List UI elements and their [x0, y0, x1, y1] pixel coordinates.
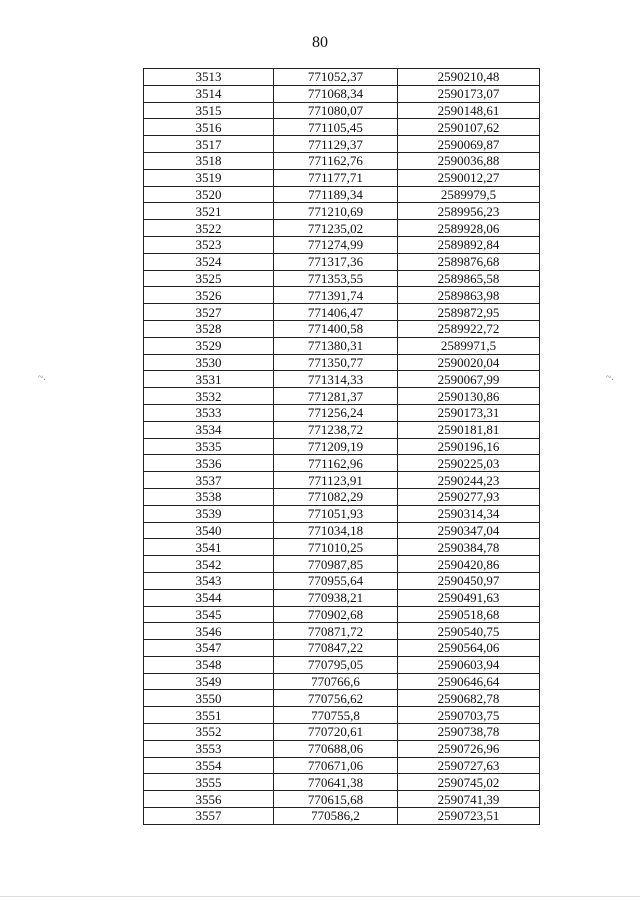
point-number-cell: 3534	[144, 421, 274, 438]
point-number-cell: 3531	[144, 371, 274, 388]
y-coordinate-cell: 2590225,03	[398, 455, 540, 472]
table-row	[144, 640, 540, 657]
y-coordinate-cell: 2590727,63	[398, 757, 540, 774]
x-coordinate-cell: 771400,58	[274, 320, 398, 337]
table-row	[144, 522, 540, 539]
point-number-cell: 3546	[144, 623, 274, 640]
x-coordinate-cell: 771210,69	[274, 203, 398, 220]
point-number-cell: 3555	[144, 774, 274, 791]
x-coordinate-cell: 771080,07	[274, 102, 398, 119]
y-coordinate-cell: 2589971,5	[398, 337, 540, 354]
table-row	[144, 85, 540, 102]
x-coordinate-cell: 770615,68	[274, 791, 398, 808]
table-row	[144, 220, 540, 237]
point-number-cell: 3524	[144, 253, 274, 270]
y-coordinate-cell: 2590173,31	[398, 404, 540, 421]
point-number-cell: 3521	[144, 203, 274, 220]
point-number-cell: 3547	[144, 640, 274, 657]
point-number-cell: 3541	[144, 539, 274, 556]
table-row	[144, 472, 540, 489]
point-number-cell: 3527	[144, 304, 274, 321]
y-coordinate-cell: 2590347,04	[398, 522, 540, 539]
point-number-cell: 3549	[144, 673, 274, 690]
table-row	[144, 740, 540, 757]
x-coordinate-cell: 771082,29	[274, 488, 398, 505]
y-coordinate-cell: 2590107,62	[398, 119, 540, 136]
x-coordinate-cell: 770987,85	[274, 556, 398, 573]
y-coordinate-cell: 2589956,23	[398, 203, 540, 220]
table-row	[144, 354, 540, 371]
page-number: 80	[312, 34, 328, 51]
y-coordinate-cell: 2590384,78	[398, 539, 540, 556]
table-row	[144, 136, 540, 153]
y-coordinate-cell: 2590244,23	[398, 472, 540, 489]
table-row	[144, 438, 540, 455]
table-row	[144, 724, 540, 741]
point-number-cell: 3528	[144, 320, 274, 337]
x-coordinate-cell: 771281,37	[274, 388, 398, 405]
y-coordinate-cell: 2589922,72	[398, 320, 540, 337]
x-coordinate-cell: 771209,19	[274, 438, 398, 455]
table-row	[144, 287, 540, 304]
x-coordinate-cell: 771010,25	[274, 539, 398, 556]
x-coordinate-cell: 770938,21	[274, 589, 398, 606]
x-coordinate-cell: 770641,38	[274, 774, 398, 791]
table-row	[144, 203, 540, 220]
x-coordinate-cell: 770688,06	[274, 740, 398, 757]
table-row	[144, 589, 540, 606]
x-coordinate-cell: 771123,91	[274, 472, 398, 489]
coordinates-table-body	[144, 69, 540, 825]
x-coordinate-cell: 770955,64	[274, 572, 398, 589]
x-coordinate-cell: 771256,24	[274, 404, 398, 421]
x-coordinate-cell: 771353,55	[274, 270, 398, 287]
point-number-cell: 3543	[144, 572, 274, 589]
point-number-cell: 3533	[144, 404, 274, 421]
x-coordinate-cell: 770671,06	[274, 757, 398, 774]
point-number-cell: 3551	[144, 707, 274, 724]
point-number-cell: 3557	[144, 808, 274, 825]
point-number-cell: 3529	[144, 337, 274, 354]
x-coordinate-cell: 771051,93	[274, 505, 398, 522]
x-coordinate-cell: 770586,2	[274, 808, 398, 825]
point-number-cell: 3536	[144, 455, 274, 472]
y-coordinate-cell: 2589928,06	[398, 220, 540, 237]
y-coordinate-cell: 2590020,04	[398, 354, 540, 371]
y-coordinate-cell: 2590069,87	[398, 136, 540, 153]
table-row	[144, 304, 540, 321]
point-number-cell: 3525	[144, 270, 274, 287]
y-coordinate-cell: 2590603,94	[398, 656, 540, 673]
x-coordinate-cell: 771317,36	[274, 253, 398, 270]
x-coordinate-cell: 771391,74	[274, 287, 398, 304]
point-number-cell: 3516	[144, 119, 274, 136]
point-number-cell: 3517	[144, 136, 274, 153]
table-row	[144, 69, 540, 86]
x-coordinate-cell: 771380,31	[274, 337, 398, 354]
point-number-cell: 3545	[144, 606, 274, 623]
y-coordinate-cell: 2590012,27	[398, 169, 540, 186]
y-coordinate-cell: 2590646,64	[398, 673, 540, 690]
point-number-cell: 3515	[144, 102, 274, 119]
table-row	[144, 270, 540, 287]
y-coordinate-cell: 2590450,97	[398, 572, 540, 589]
point-number-cell: 3556	[144, 791, 274, 808]
table-row	[144, 488, 540, 505]
x-coordinate-cell: 771238,72	[274, 421, 398, 438]
y-coordinate-cell: 2590564,06	[398, 640, 540, 657]
margin-mark-right: ~.	[606, 372, 614, 383]
point-number-cell: 3526	[144, 287, 274, 304]
point-number-cell: 3548	[144, 656, 274, 673]
x-coordinate-cell: 771189,34	[274, 186, 398, 203]
point-number-cell: 3552	[144, 724, 274, 741]
y-coordinate-cell: 2590173,07	[398, 85, 540, 102]
x-coordinate-cell: 771235,02	[274, 220, 398, 237]
margin-mark-left: ~.	[38, 372, 46, 383]
y-coordinate-cell: 2590130,86	[398, 388, 540, 405]
y-coordinate-cell: 2590726,96	[398, 740, 540, 757]
table-row	[144, 539, 540, 556]
table-row	[144, 774, 540, 791]
point-number-cell: 3539	[144, 505, 274, 522]
y-coordinate-cell: 2590738,78	[398, 724, 540, 741]
x-coordinate-cell: 770720,61	[274, 724, 398, 741]
point-number-cell: 3518	[144, 152, 274, 169]
y-coordinate-cell: 2590420,86	[398, 556, 540, 573]
table-row	[144, 371, 540, 388]
coordinates-table	[143, 68, 540, 825]
x-coordinate-cell: 771129,37	[274, 136, 398, 153]
y-coordinate-cell: 2589865,58	[398, 270, 540, 287]
point-number-cell: 3540	[144, 522, 274, 539]
point-number-cell: 3535	[144, 438, 274, 455]
table-row	[144, 505, 540, 522]
point-number-cell: 3530	[144, 354, 274, 371]
point-number-cell: 3553	[144, 740, 274, 757]
point-number-cell: 3514	[144, 85, 274, 102]
y-coordinate-cell: 2590196,16	[398, 438, 540, 455]
x-coordinate-cell: 770902,68	[274, 606, 398, 623]
y-coordinate-cell: 2590491,63	[398, 589, 540, 606]
table-row	[144, 186, 540, 203]
y-coordinate-cell: 2590518,68	[398, 606, 540, 623]
table-row	[144, 169, 540, 186]
x-coordinate-cell: 771162,76	[274, 152, 398, 169]
y-coordinate-cell: 2590036,88	[398, 152, 540, 169]
y-coordinate-cell: 2589892,84	[398, 236, 540, 253]
point-number-cell: 3544	[144, 589, 274, 606]
y-coordinate-cell: 2589979,5	[398, 186, 540, 203]
table-row	[144, 320, 540, 337]
x-coordinate-cell: 771034,18	[274, 522, 398, 539]
table-row	[144, 757, 540, 774]
point-number-cell: 3542	[144, 556, 274, 573]
x-coordinate-cell: 770847,22	[274, 640, 398, 657]
y-coordinate-cell: 2590741,39	[398, 791, 540, 808]
table-row	[144, 404, 540, 421]
table-row	[144, 606, 540, 623]
table-row	[144, 421, 540, 438]
x-coordinate-cell: 770871,72	[274, 623, 398, 640]
table-row	[144, 119, 540, 136]
x-coordinate-cell: 771274,99	[274, 236, 398, 253]
x-coordinate-cell: 770795,05	[274, 656, 398, 673]
point-number-cell: 3522	[144, 220, 274, 237]
x-coordinate-cell: 771162,96	[274, 455, 398, 472]
y-coordinate-cell: 2590723,51	[398, 808, 540, 825]
x-coordinate-cell: 771105,45	[274, 119, 398, 136]
y-coordinate-cell: 2590181,81	[398, 421, 540, 438]
x-coordinate-cell: 770755,8	[274, 707, 398, 724]
y-coordinate-cell: 2590540,75	[398, 623, 540, 640]
x-coordinate-cell: 771177,71	[274, 169, 398, 186]
x-coordinate-cell: 771406,47	[274, 304, 398, 321]
y-coordinate-cell: 2590703,75	[398, 707, 540, 724]
y-coordinate-cell: 2590210,48	[398, 69, 540, 86]
y-coordinate-cell: 2590067,99	[398, 371, 540, 388]
table-row	[144, 556, 540, 573]
point-number-cell: 3538	[144, 488, 274, 505]
y-coordinate-cell: 2589876,68	[398, 253, 540, 270]
table-row	[144, 152, 540, 169]
table-row	[144, 791, 540, 808]
point-number-cell: 3554	[144, 757, 274, 774]
x-coordinate-cell: 771052,37	[274, 69, 398, 86]
table-row	[144, 455, 540, 472]
y-coordinate-cell: 2590277,93	[398, 488, 540, 505]
page-bottom-edge	[0, 896, 640, 897]
table-row	[144, 673, 540, 690]
table-row	[144, 690, 540, 707]
point-number-cell: 3523	[144, 236, 274, 253]
y-coordinate-cell: 2590745,02	[398, 774, 540, 791]
table-row	[144, 102, 540, 119]
point-number-cell: 3513	[144, 69, 274, 86]
x-coordinate-cell: 771350,77	[274, 354, 398, 371]
point-number-cell: 3519	[144, 169, 274, 186]
point-number-cell: 3520	[144, 186, 274, 203]
y-coordinate-cell: 2589872,95	[398, 304, 540, 321]
x-coordinate-cell: 771314,33	[274, 371, 398, 388]
table-row	[144, 337, 540, 354]
y-coordinate-cell: 2590314,34	[398, 505, 540, 522]
table-row	[144, 253, 540, 270]
y-coordinate-cell: 2590148,61	[398, 102, 540, 119]
x-coordinate-cell: 770766,6	[274, 673, 398, 690]
table-row	[144, 707, 540, 724]
table-row	[144, 388, 540, 405]
point-number-cell: 3550	[144, 690, 274, 707]
point-number-cell: 3537	[144, 472, 274, 489]
x-coordinate-cell: 771068,34	[274, 85, 398, 102]
table-row	[144, 656, 540, 673]
table-row	[144, 808, 540, 825]
point-number-cell: 3532	[144, 388, 274, 405]
table-row	[144, 623, 540, 640]
table-row	[144, 572, 540, 589]
y-coordinate-cell: 2590682,78	[398, 690, 540, 707]
x-coordinate-cell: 770756,62	[274, 690, 398, 707]
y-coordinate-cell: 2589863,98	[398, 287, 540, 304]
table-row	[144, 236, 540, 253]
